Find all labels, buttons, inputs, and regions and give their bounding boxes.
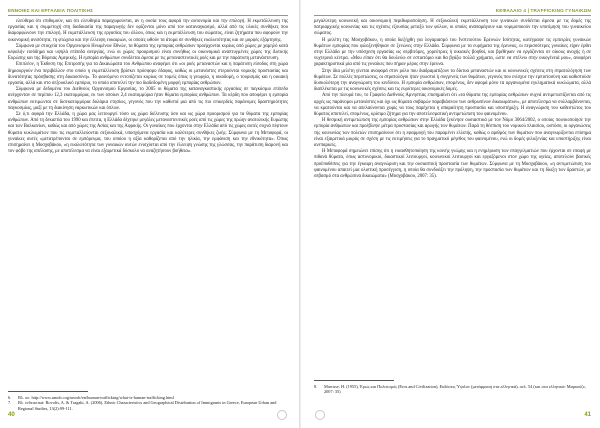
footnote-number: 6. xyxy=(8,395,12,400)
left-page xyxy=(0,0,299,428)
crop-circle-icon xyxy=(277,410,287,420)
header-rule xyxy=(8,15,288,16)
footnote-number: 8. xyxy=(314,384,318,389)
footnote-text: Marcuse, H. (1955), Έρως και Πολιτισμός (Eros and Civilization), Εκδόσεις Ύψιλον (μετάφραση στα ελληνικά), σελ. 54 (και στα ελληνικά: Μαρκούζε, 2007: 35) xyxy=(324,384,586,395)
running-head-left: ΕΝΝΟΙΕΣ ΚΑΙ ΕΡΓΑΛΕΙΑ ΠΟΛΙΤΙΚΗΣ xyxy=(8,8,94,13)
body-text-right xyxy=(314,19,591,374)
header-rule xyxy=(314,15,591,16)
footnotes-right xyxy=(314,380,591,395)
footnote-rule xyxy=(314,380,394,381)
footnote-number: 7. xyxy=(8,400,12,406)
crop-circle-icon xyxy=(315,410,325,420)
paragraph: Σύμφωνα με δεδομένα του Διεθνούς Οργανισμού Εργασίας, το 2005 οι θύματα της καταναγκαστικής εργασίας σε παγκόσμιο επίπεδο ανέρχονταν σε περίπου 12,3 εκατομμύρια, εκ των οποίων 2,4 εκατομμύρια ήταν θύματα εμπορίας ανθρώπων. Τα κέρδη που αποφέρει η εμπορία ανθρώπων εκτιμώνται σε δισεκατομμύρια δολάρια ετησίως, γεγονός που την καθιστά μια από τις πιο επικερδείς παράνομες δραστηριότητες παγκοσμίως, μαζί με τη διακίνηση ναρκωτικών και όπλων. xyxy=(8,87,288,111)
body-text-left xyxy=(8,19,288,358)
paragraph: Η θεσμική αντιμετώπιση της εμπορίας ανθρώπων στην Ελλάδα ξεκίνησε ουσιαστικά με τον Νόμο 3064/2002, ο οποίος ποινικοποίησε την εμπορία ανθρώπων και προέβλεψε μέτρα προστασίας και αρωγής των θυμάτων. Παρά τη θέσπιση του νομικού πλαισίου, ωστόσο, οι οργανώσεις της κοινωνίας των πολιτών επισημαίνουν ότι η εφαρμογή του παραμένει ελλιπής, καθώς ο αριθμός των θυμάτων που αναγνωρίζονται επίσημα είναι εξαιρετικά μικρός σε σχέση με τις εκτιμήσεις για το πραγματικό μέγεθος του φαινομένου, ενώ οι δομές φιλοξενίας και υποστήριξης είναι ανεπαρκείς. xyxy=(314,118,591,149)
footnote xyxy=(314,384,591,395)
page-number-right: 41 xyxy=(584,412,591,418)
paragraph: Επιπλέον, η Έκθεση της Επιτροπής για τα Δικαιώματα του Ανθρώπου αναφέρει ότι «οι ροές μεταναστών και η παράτυπη είσοδος στη χώρα δημιουργούν ένα περιβάλλον στο οποίο η εκμετάλλευση βρίσκει πρόσφορο έδαφος, καθώς οι μετανάστες στερούνται νομικής προστασίας και δυνατότητας πρόσβασης στη δικαιοσύνη». Το φαινόμενο εντοπίζεται κυρίως σε τομείς όπως η γεωργία, η οικοδομή, ο τουρισμός και η οικιακή εργασία, αλλά και στο σεξουαλικό εμπόριο, το οποίο αποτελεί την πιο διαδεδομένη μορφή εμπορίας ανθρώπων. xyxy=(8,62,288,87)
paragraph: μεγαλύτερη κοινωνική και οικονομική περιθωριοποίηση. Η σεξουαλική εκμετάλλευση των γυναικών συνδέεται άμεσα με τις δομές της πατριαρχικής κοινωνίας και τις σχέσεις εξουσίας μεταξύ των φύλων, οι οποίες αναπαράγουν και νομιμοποιούν την υποτίμηση του γυναικείου σώματος. xyxy=(314,19,591,37)
footnote-text: Βλ. σε: http://www.unodc.org/unodc/en/human-trafficking/what-is-human-trafficking.html xyxy=(18,395,174,400)
right-page xyxy=(301,0,600,428)
footnote xyxy=(8,400,288,411)
paragraph: Η μελέτη της Μοσχοβάκου, η οποία διεξήχθη για λογαριασμό του Ινστιτούτου Ερευνών Ισότητας, κατέγραψε τις εμπειρίες γυναικών θυμάτων εμπορίας που φιλοξενήθηκαν σε ξενώνες στην Ελλάδα. Σύμφωνα με τα ευρήματα της έρευνας, οι περισσότερες γυναίκες είχαν έρθει στην Ελλάδα με την υπόσχεση εργασίας ως σερβιτόρες, χορεύτριες ή οικιακές βοηθοί, και βρέθηκαν να εργάζονται σε οίκους ανοχής ή σε νυχτερινά κέντρα. «Μου είπαν ότι θα δουλεύω σε εστιατόριο και θα βγάζω πολλά χρήματα, ώστε να στέλνω στην οικογένειά μου», αναφέρει χαρακτηριστικά μία από τις γυναίκες που πήραν μέρος στην έρευνα. xyxy=(314,37,591,68)
paragraph: Από την πλευρά του, το Γραφείο Διεθνούς Αμνηστίας επισημαίνει ότι «τα θύματα της εμπορίας ανθρώπων συχνά αντιμετωπίζονται από τις αρχές ως παράνομοι μετανάστες και όχι ως θύματα σοβαρών παραβιάσεων των ανθρωπίνων δικαιωμάτων», με αποτέλεσμα να συλλαμβάνονται, να κρατούνται και να απελαύνονται χωρίς να τους παρέχεται η απαραίτητη προστασία και υποστήριξη. Η αναγνώριση του καθεστώτος του θύματος αποτελεί, επομένως, κρίσιμο ζήτημα για την αποτελεσματική αντιμετώπιση του φαινομένου. xyxy=(314,93,591,118)
paragraph: Η Μεταφορά σημειώνει επίσης ότι η ευαισθητοποίηση της κοινής γνώμης και η ενημέρωση των επαγγελματιών που έρχονται σε επαφή με πιθανά θύματα, όπως αστυνομικοί, δικαστικοί λειτουργοί, κοινωνικοί λειτουργοί και εργαζόμενοι στον χώρο της υγείας, αποτελούν βασικές προϋποθέσεις για την έγκαιρη αναγνώριση και την ουσιαστική προστασία των θυμάτων. Σύμφωνα με τη Μοσχοβάκου, «η αντιμετώπιση του φαινομένου απαιτεί μια ολιστική προσέγγιση, η οποία θα συνδυάζει την πρόληψη, την προστασία των θυμάτων και τη δίωξη των δραστών, με σεβασμό στα ανθρώπινα δικαιώματα» (Μοσχοβάκου, 2007: 35). xyxy=(314,149,591,180)
footnote-text: Βλ. ενδεικτικά: Rovolis, A. & Tragaki, A. (2006), Ethnic Characteristics and Geographical Distribution of Immigrants in Greece, European Urban and Regional Studies, 13(2):99-111. xyxy=(18,400,277,411)
footnotes-left xyxy=(8,391,288,411)
paragraph: Σε ό,τι αφορά την Ελλάδα, η χώρα μας λειτουργεί τόσο ως χώρα διέλευσης όσο και ως χώρα προορισμού για τα θύματα της εμπορίας ανθρώπων. Από τη δεκαετία του 1990 και έπειτα, η Ελλάδα δέχτηκε μεγάλες μεταναστευτικές ροές από τις χώρες της πρώην ανατολικής Ευρώπης και των Βαλκανίων, καθώς και από χώρες της Ασίας και της Αφρικής. Οι γυναίκες που έρχονται στην Ελλάδα από τις χώρες αυτές συχνά πέφτουν θύματα κυκλωμάτων που τις εκμεταλλεύονται σεξουαλικά, υποσχόμενα εργασία και καλύτερες συνθήκες ζωής. Σύμφωνα με τη Μεταφορά, οι γυναίκες αυτές «μετατρέπονται σε εμπόρευμα, του οποίου η αξία καθορίζεται από την ηλικία, την εμφάνιση και την εθνικότητα». Όπως επισημαίνει η Μοσχοβάκου, «η ευαλωτότητα των γυναικών αυτών ενισχύεται από την έλλειψη γνώσης της γλώσσας, την παράτυπη διαμονή και τον φόβο της απέλασης, με αποτέλεσμα να είναι εξαιρετικά δύσκολο να αναζητήσουν βοήθεια». xyxy=(8,112,288,155)
running-head-right: ΚΕΦΑΛΑΙΟ 4 | ΤRΑFFICΚΙΝG ΓΥΝΑΙΚΩΝ xyxy=(495,8,591,13)
footnote-rule xyxy=(8,391,88,392)
paragraph: Σύμφωνα με στοιχεία του Οργανισμού Ηνωμένων Εθνών, τα θύματα της εμπορίας ανθρώπων προέρχονται κυρίως από χώρες με χαμηλό κατά κεφαλήν εισόδημα και υψηλά επίπεδα ανεργίας, ενώ οι χώρες προορισμού είναι συνήθως οι οικονομικά αναπτυγμένες χώρες της Δυτικής Ευρώπης και της Βόρειας Αμερικής. Η εμπορία ανθρώπων συνδέεται άμεσα με τις μεταναστευτικές ροές και με την παράτυπη μετανάστευση. xyxy=(8,43,288,62)
paragraph: Στην ίδια μελέτη γίνεται αναφορά στον ρόλο που διαδραματίζουν τα δίκτυα μεταναστών και οι κοινωνικές σχέσεις στη στρατολόγηση των θυμάτων. Σε πολλές περιπτώσεις, οι στρατολόγοι ήταν γνωστοί ή συγγενείς των θυμάτων, γεγονός που ενίσχυε την εμπιστοσύνη και καθιστούσε δυσκολότερη την αναγνώριση του κινδύνου. Η εμπορία ανθρώπων, επομένως, δεν αφορά μόνο τα οργανωμένα εγκληματικά κυκλώματα, αλλά διαπλέκεται με τις κοινωνικές σχέσεις και τις ευρύτερες οικονομικές δομές. xyxy=(314,68,591,93)
paragraph: ελεύθερα ότι επιθυμούν, και ότι ελευθερία παραχωρούνται, αν η ουσία τους αφορά την αυτονομία και την επιλογή. Η εκμετάλλευση της εργασίας και η συμμετοχή στη διαδικασία της παραγωγής δεν ορίζονται μόνο από τον καταναγκασμό, αλλά από τις υλικές συνθήκες που διαμορφώνουν την επιλογή. Η εκμετάλλευση της εργασίας του άλλου, όπως και η εκμετάλλευση του σώματος, είναι ζητήματα που αφορούν την οικονομική ανισότητα, τη φτώχεια και την έλλειψη ευκαιριών, οι οποίες ωθούν τα άτομα σε συνθήκες ευαλωτότητας και σε μορφές εξάρτησης. xyxy=(8,19,288,43)
page-number-left: 40 xyxy=(8,412,15,418)
